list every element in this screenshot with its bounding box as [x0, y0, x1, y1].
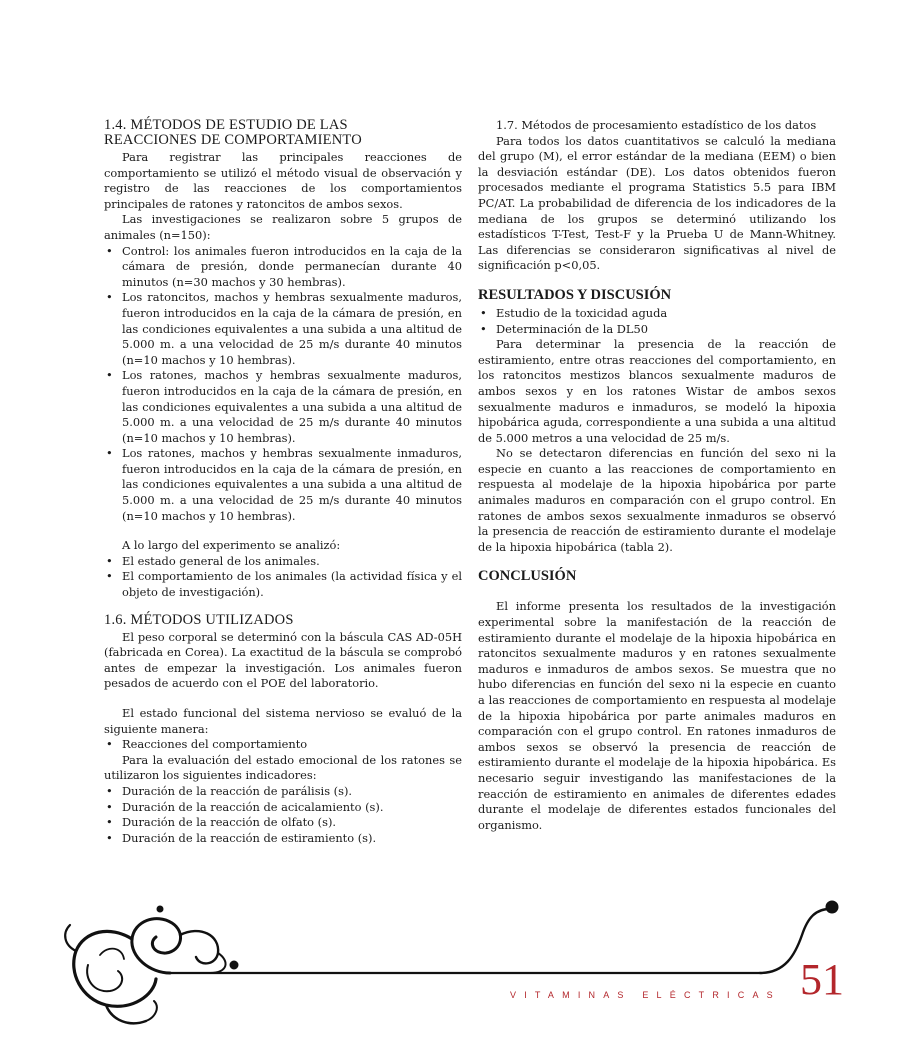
list-item: • El comportamiento de los animales (la actividad física y el objeto de investigación). — [104, 569, 462, 600]
list-item: • Los ratones, machos y hembras sexualmente maduros, fueron introducidos en la caja de la cámara de presión, en las condiciones equivalentes a una subida a una altitud de 5.000 m. a una velocidad de 25 m/s durante 40 minutos (n=10 machos y 10 hembras). — [104, 368, 462, 446]
analysis-list — [104, 554, 462, 601]
indicator-list — [104, 784, 462, 846]
section-1-6-heading: 1.6. MÉTODOS UTILIZADOS — [104, 611, 294, 628]
paragraph: El informe presenta los resultados de la investigación experimental sobre la manifestación de la reacción de estiramiento durante el modelaje de la hipoxia hipobárica en ratoncitos sexualmente maduros y en ratones sexualmente maduros e inmaduros de ambos sexos. Se muestra que no hubo diferencias en función del sexo ni la especie en cuanto a las reacciones de comportamiento en respuesta al modelaje de la hipoxia hipobárica por parte animales maduros en comparación con el grupo control. En ratones inmaduros de ambos sexos se observó la presencia de reacción de estiramiento durante el modelaje de la hipoxia hipobárica. Es necesario seguir investigando las manifestaciones de la reacción de estiramiento en animales de diferentes edades durante el modelaje de diferentes estados funcionales del organismo. — [478, 599, 836, 832]
list-item: • El estado general de los animales. — [104, 554, 462, 570]
paragraph: El estado funcional del sistema nervioso se evaluó de la siguiente manera: — [104, 706, 462, 736]
paragraph: Para la evaluación del estado emocional de los ratones se utilizaron los siguientes indicadores: — [104, 752, 462, 783]
list-item: • Duración de la reacción de parálisis (s). — [104, 784, 462, 800]
list-item: • Control: los animales fueron introducidos en la caja de la cámara de presión, donde permanecían durante 40 minutos (n=30 machos y 30 hembras). — [104, 244, 462, 291]
paragraph: A lo largo del experimento se analizó: — [122, 538, 341, 553]
paragraph: Las investigaciones se realizaron sobre 5 grupos de animales (n=150): — [104, 212, 462, 242]
list-item: • Los ratones, machos y hembras sexualmente inmaduros, fueron introducidos en la caja de la cámara de presión, en las condiciones equivalentes a una subida a una altitud de 5.000 m. a una velocidad de 25 m/s durante 40 minutos (n=10 machos y 10 hembras). — [104, 446, 462, 524]
page-number: 51 — [800, 955, 844, 1004]
behavior-list — [104, 737, 462, 753]
list-item: • Determinación de la DL50 — [478, 322, 836, 338]
flourish-ornament-icon — [60, 895, 840, 1035]
list-item: • Estudio de la toxicidad aguda — [478, 306, 836, 322]
journal-name: VITAMINAS ELÉCTRICAS — [510, 990, 781, 1000]
list-item: • Duración de la reacción de estiramiento (s). — [104, 831, 462, 847]
group-list — [104, 244, 462, 525]
section-1-7-heading: 1.7. Métodos de procesamiento estadístico de los datos — [496, 118, 817, 132]
conclusion-heading: CONCLUSIÓN — [478, 568, 577, 585]
paragraph: Para determinar la presencia de la reacción de estiramiento, entre otras reacciones del comportamiento, en los ratoncitos mestizos blancos sexualmente maduros de ambos sexos y en los ratones Wistar de ambos sexos sexualmente maduros e inmaduros, se modeló la hipoxia hipobárica aguda, correspondiente a una subida a una altitud de 5.000 metros a una velocidad de 25 m/s. — [478, 337, 836, 445]
results-list — [478, 306, 836, 337]
right-column — [478, 118, 836, 833]
paragraph: No se detectaron diferencias en función del sexo ni la especie en cuanto a las reacciones de comportamiento en respuesta al modelaje de la hipoxia hipobárica por parte animales maduros en comparación con el grupo control. En ratones de ambos sexos sexualmente inmaduros se observó la presencia de reacción de estiramiento durante el modelaje de la hipoxia hipobárica (tabla 2). — [478, 446, 836, 554]
paragraph: El peso corporal se determinó con la báscula CAS AD-05H (fabricada en Corea). La exactitud de la báscula se comprobó antes de empezar la investigación. Los animales fueron pesados de acuerdo con el POE del laboratorio. — [104, 629, 462, 691]
list-item: • Duración de la reacción de olfato (s). — [104, 815, 462, 831]
list-item: • Duración de la reacción de acicalamiento (s). — [104, 800, 462, 816]
left-column — [104, 118, 462, 846]
list-item: • Reacciones del comportamiento — [104, 737, 462, 753]
section-1-4-heading-line2: REACCIONES DE COMPORTAMIENTO — [104, 132, 362, 148]
section-1-4-heading — [104, 118, 462, 148]
paragraph: Para registrar las principales reacciones de comportamiento se utilizó el método visual de observación y registro de las reacciones de los comportamientos principales de ratones y ratoncitos de ambos sexos. — [104, 150, 462, 211]
section-1-4-heading-line1: 1.4. MÉTODOS DE ESTUDIO DE LAS — [104, 117, 348, 133]
paragraph: Para todos los datos cuantitativos se calculó la mediana del grupo (M), el error estándar de la mediana (EEM) o bien la desviación estándar (DE). Los datos obtenidos fueron procesados mediante el programa Statistics 5.5 para IBM PC/AT. La probabilidad de diferencia de los indicadores de la mediana de los grupos se determinó utilizando los estadísticos T-Test, Test-F y la Prueba U de Mann-Whitney. Las diferencias se consideraron significativas al nivel de significación p<0,05. — [478, 133, 836, 273]
results-heading: RESULTADOS Y DISCUSIÓN — [478, 286, 672, 303]
list-item: • Los ratoncitos, machos y hembras sexualmente maduros, fueron introducidos en la caja de la cámara de presión, en las condiciones equivalentes a una subida a una altitud de 5.000 m. a una velocidad de 25 m/s durante 40 minutos (n=10 machos y 10 hembras). — [104, 290, 462, 368]
